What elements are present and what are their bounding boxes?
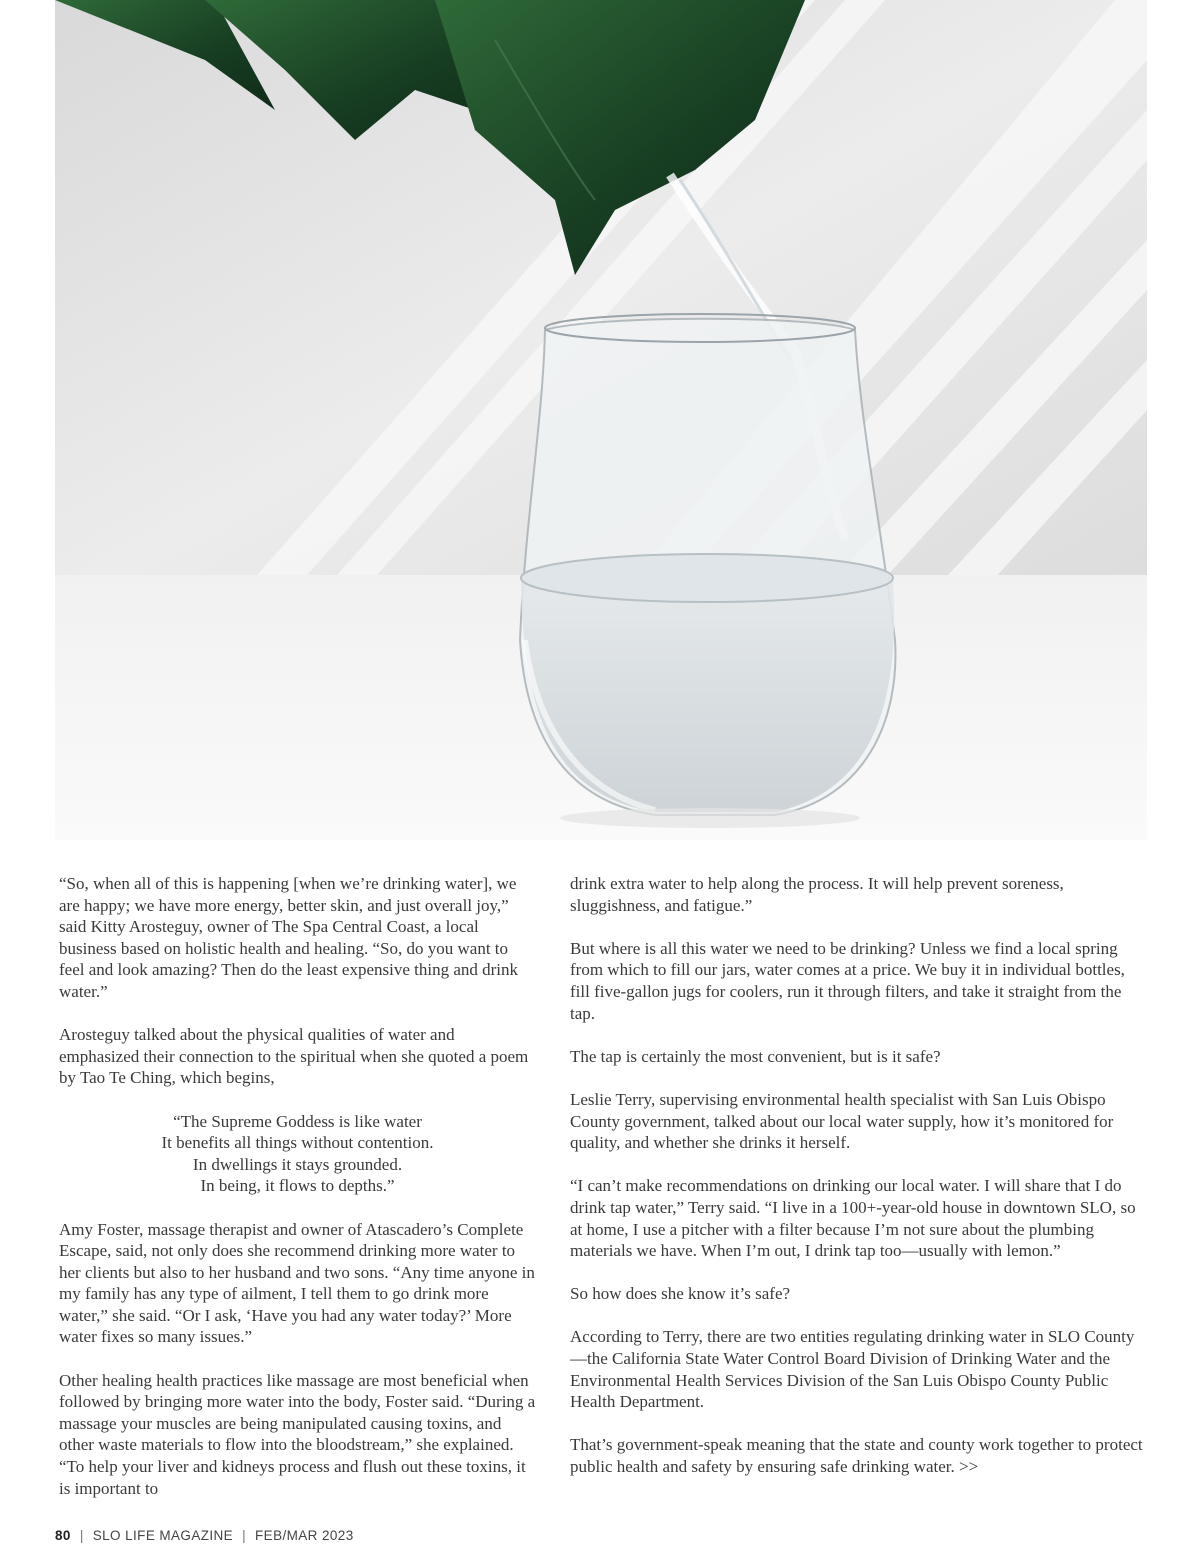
poem-line: It benefits all things without contention.	[161, 1133, 434, 1153]
paragraph: So how does she know it’s safe?	[570, 1284, 791, 1304]
poem-line: “The Supreme Goddess is like water	[173, 1111, 422, 1131]
paragraph: Arosteguy talked about the physical qualities of water and emphasized their connection to the spiritual when she quoted a poem by Tao Te Ching, which begins,	[59, 1025, 529, 1088]
paragraph: Leslie Terry, supervising environmental health specialist with San Luis Obispo County government, talked about our local water supply, how it’s monitored for quality, and whether she drinks it herself.	[570, 1089, 1114, 1153]
paragraph: But where is all this water we need to be drinking? Unless we find a local spring from which to fill our jars, water comes at a price. We buy it in individual bottles, fill five-gallon jugs for coolers, run it through filters, and take it straight from the tap.	[570, 938, 1125, 1023]
poem-quote	[59, 1111, 536, 1197]
paragraph: drink extra water to help along the process. It will help prevent soreness, sluggishness, and fatigue.”	[570, 874, 1064, 915]
page-footer	[55, 1528, 354, 1543]
paragraph: Amy Foster, massage therapist and owner of Atascadero’s Complete Escape, said, not only does she recommend drinking more water to her clients but also to her husband and two sons. “Any time anyone in my family has any type of ailment, I tell them to go drink more water,” she said. “Or I ask, ‘Have you had any water today?’ More water fixes so many issues.”	[59, 1219, 535, 1347]
paragraph: “So, when all of this is happening [when we’re drinking water], we are happy; we have more energy, better skin, and just overall joy,” said Kitty Arosteguy, owner of The Spa Central Coast, a local business based on holistic health and healing. “So, do you want to feel and look amazing? Then do the least expensive thing and drink water.”	[59, 874, 519, 1001]
poem-line: In being, it flows to depths.”	[200, 1176, 395, 1196]
issue-date: FEB/MAR 2023	[255, 1528, 354, 1543]
magazine-name: SLO LIFE MAGAZINE	[92, 1528, 234, 1543]
paragraph: The tap is certainly the most convenient, but is it safe?	[570, 1046, 941, 1066]
paragraph: “I can’t make recommendations on drinking our local water. I will share that I do drink tap water,” Terry said. “I live in a 100+-year-old house in downtown SLO, so at home, I use a pitcher with a filter because I’m not sure about the plumbing materials we have. When I’m out, I drink tap too—usually with lemon.”	[570, 1176, 1136, 1261]
poem-line: In dwellings it stays grounded.	[192, 1154, 403, 1174]
paragraph: According to Terry, there are two entities regulating drinking water in SLO County—the California State Water Control Board Division of Drinking Water and the Environmental Health Services Division of the San Luis Obispo County Public Health Department.	[570, 1327, 1135, 1412]
paragraph: Other healing health practices like massage are most beneficial when followed by bringing more water into the body, Foster said. “During a massage your muscles are being manipulated causing toxins, and other waste materials to flow into the bloodstream,” she explained. “To help your liver and kidneys process and flush out these toxins, it is important to	[59, 1370, 536, 1498]
paragraph: That’s government-speak meaning that the state and county work together to protect public health and safety by ensuring safe drinking water. >>	[570, 1435, 1143, 1477]
hero-photo-water-glass	[55, 0, 1147, 840]
article-column-right	[570, 873, 1144, 1499]
footer-separator: |	[79, 1528, 84, 1543]
article-column-left	[59, 873, 536, 1521]
page-number: 80	[55, 1528, 71, 1543]
footer-separator: |	[242, 1528, 247, 1543]
